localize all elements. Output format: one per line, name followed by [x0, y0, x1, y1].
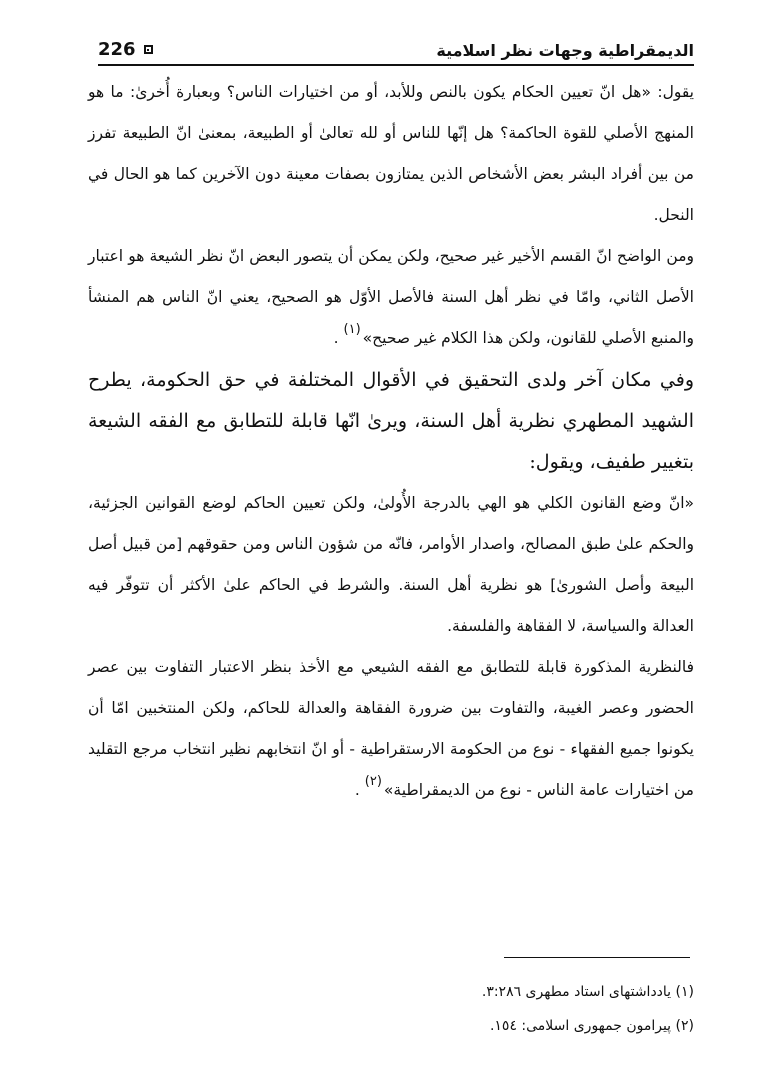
paragraph-text: يقول: «هل انّ تعيين الحكام يكون بالنص وللأبد، أو من اختيارات الناس؟ وبعبارة أُخرىٰ: ما هو المنهج الأصلي للقوة الحاكمة؟ هل إنّها للناس أو لله تعالىٰ أو الطبيعة، بمعنىٰ انّ الطبيعة تفرز من بين أفراد البشر بعض الأشخاص الذين يمتازون بصفات معينة دون الآخرين كما هو الحال في النحل. [88, 83, 694, 224]
running-title: الديمقراطية وجهات نظر اسلامية [436, 41, 694, 60]
footnotes [88, 975, 694, 1043]
paragraph-1 [88, 72, 694, 236]
paragraph-2: ومن الواضح انّ القسم الأخير غير صحيح، ولكن يمكن أن يتصور البعض انّ نظر الشيعة هو اعتبار الأصل الثاني، وامّا في نظر أهل السنة فالأصل الأوّل هو الصحيح، يعني انّ الناس هم المنشأ والمنبع الأصلي للقانون، ولكن هذا الكلام غير صحيح»$^{(١)}$ . [88, 247, 694, 347]
header-page-number-group [98, 39, 153, 64]
paragraph-3 [88, 360, 694, 483]
footnote-marker: (٢) [364, 774, 382, 789]
square-bullet-icon [144, 45, 153, 54]
paragraph-5: فالنظرية المذكورة قابلة للتطابق مع الفقه الشيعي مع الأخذ بنظر الاعتبار التفاوت بين عصر الحضور وعصر الغيبة، والتفاوت بين ضرورة الفقاهة والعدالة للحاكم، ولكن المنتخبين امّا أن يكونوا جميع الفقهاء - نوع من الحكومة الارستقراطية - أو انّ انتخابهم نظير انتخاب مرجع التقليد من اختيارات عامة الناس - نوع من الديمقراطية»$^{(٢)}$ . [88, 658, 694, 799]
page-header [98, 30, 694, 66]
footnote-divider [504, 957, 690, 958]
paragraph-text: ومن الواضح انّ القسم الأخير غير صحيح، ولكن يمكن أن يتصور البعض انّ نظر الشيعة هو اعتبار الأصل الثاني، وامّا في نظر أهل السنة فالأصل الأوّل هو الصحيح، يعني انّ الناس هم المنشأ والمنبع الأصلي للقانون، ولكن هذا الكلام غير صحيح» [88, 247, 694, 347]
page-number: 226 [98, 39, 136, 60]
paragraph-text: وفي مكان آخر ولدى التحقيق في الأقوال المختلفة في حق الحكومة، يطرح الشهيد المطهري نظرية أهل السنة، ويرىٰ انّها قابلة للتطابق مع الفقه الشيعة بتغيير طفيف، ويقول: [88, 369, 694, 473]
footnote-marker: (١) [343, 322, 361, 337]
body-text [88, 72, 694, 812]
paragraph-4 [88, 483, 694, 647]
paragraph-text: فالنظرية المذكورة قابلة للتطابق مع الفقه الشيعي مع الأخذ بنظر الاعتبار التفاوت بين عصر الحضور وعصر الغيبة، والتفاوت بين ضرورة الفقاهة والعدالة للحاكم، ولكن المنتخبين امّا أن يكونوا جميع الفقهاء - نوع من الحكومة الارستقراطية - أو انّ انتخابهم نظير انتخاب مرجع التقليد من اختيارات عامة الناس - نوع من الديمقراطية» [88, 658, 694, 799]
footnote-2: (٢) پيرامون جمهورى اسلامى: ١٥٤. [489, 1018, 694, 1034]
paragraph-text: «انّ وضع القانون الكلي هو الهي بالدرجة الأُولىٰ، ولكن تعيين الحاكم لوضع القوانين الجزئية، والحكم علىٰ طبق المصالح، واصدار الأوامر، فانّه من شؤون الناس ومن حقوقهم [من قبيل أصل البيعة وأصل الشورىٰ] هو نظرية أهل السنة. والشرط في الحاكم علىٰ الأكثر أن تتوفّر فيه العدالة والسياسة، لا الفقاهة والفلسفة. [88, 494, 694, 635]
footnote-1: (١) يادداشتهاى استاد مطهرى ٣:٢٨٦. [481, 984, 694, 1000]
